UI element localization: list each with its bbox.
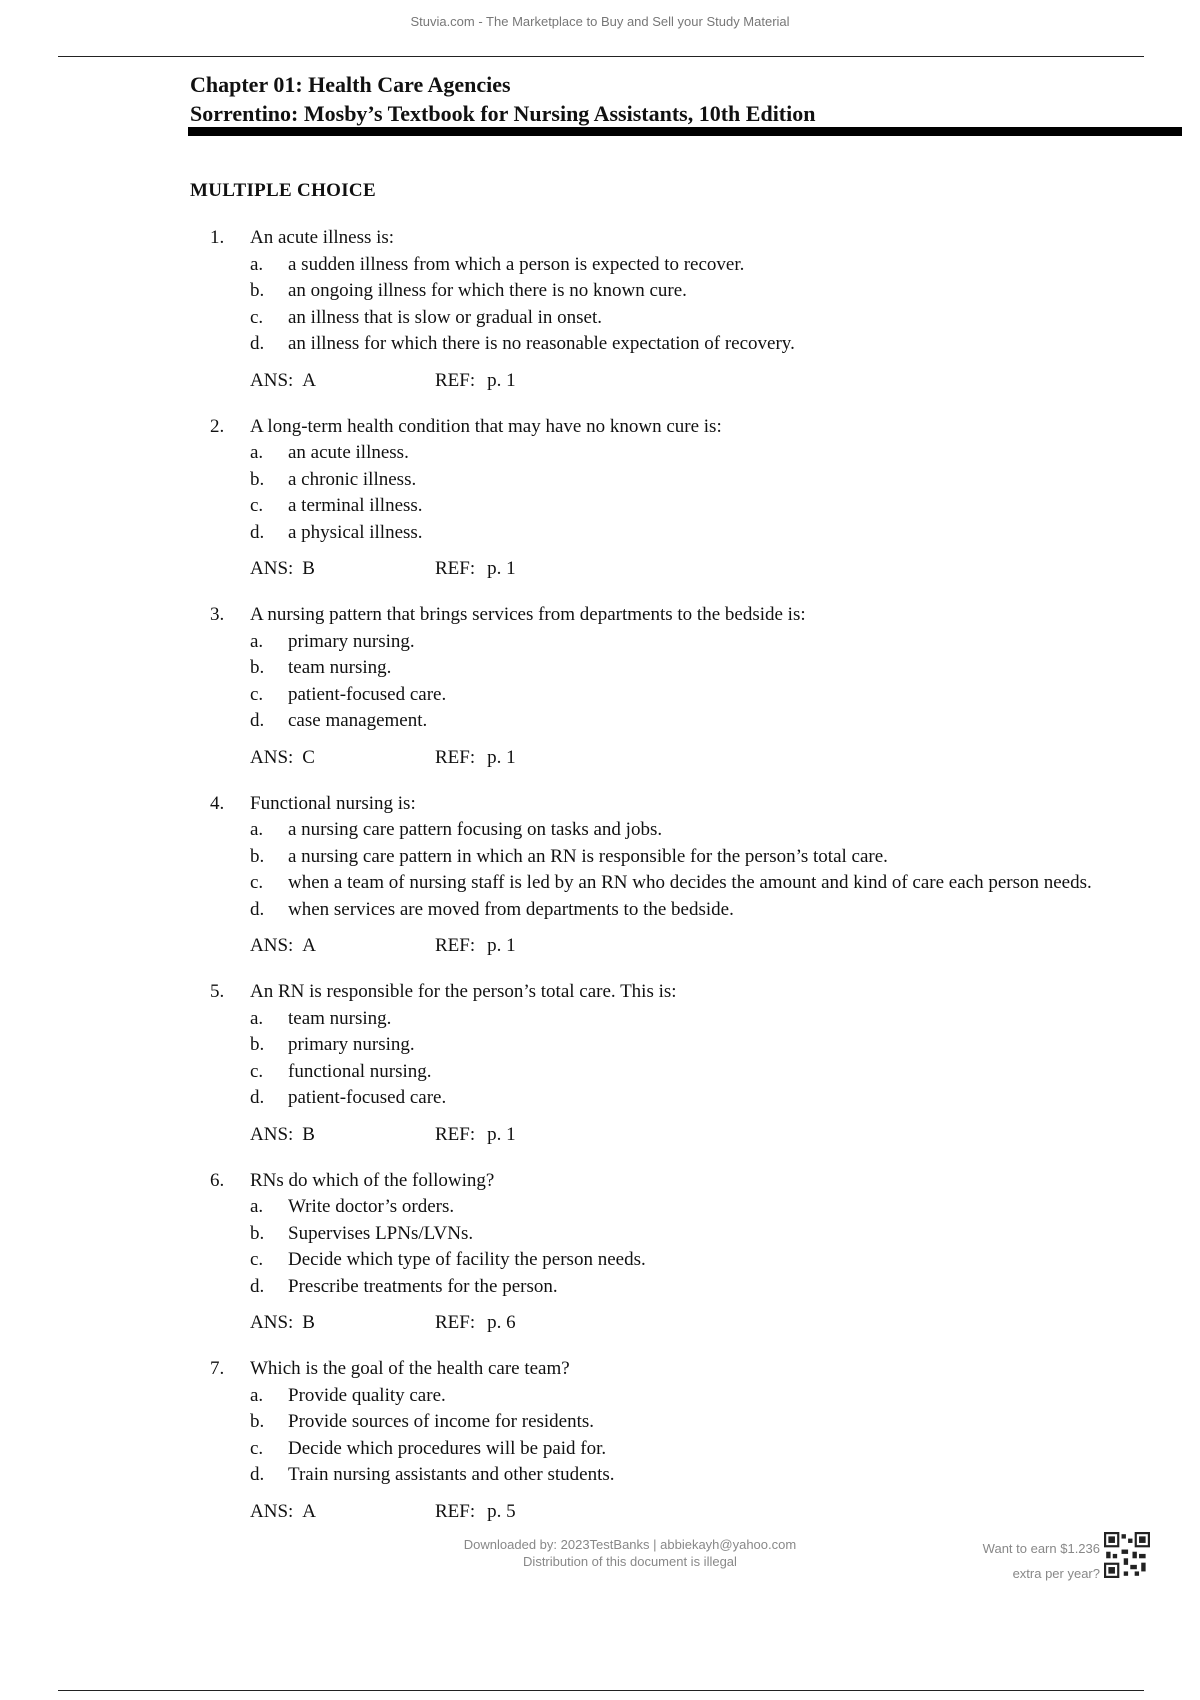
option-text: team nursing. [288,1007,392,1029]
option-text: case management. [288,710,428,731]
question-item [210,791,1110,960]
option-letter: d. [250,1275,265,1297]
option-text: Provide sources of income for residents. [288,1411,595,1432]
option-text: when a team of nursing staff is led by an RN who decides the amount and kind of care each person needs. [288,872,1092,893]
answer-option [210,1221,1110,1248]
answer-option [210,493,1110,520]
option-letter: d. [250,521,265,543]
option-letter: b. [250,657,265,678]
answer-reference-row [210,368,1110,394]
option-letter: c. [250,872,264,893]
answer-block [250,1499,435,1525]
answer-block [250,368,435,394]
option-text: Prescribe treatments for the person. [288,1275,558,1297]
reference-block [435,368,516,394]
question-number: 5. [210,981,225,1002]
document-title-block [190,70,816,128]
option-text: an illness that is slow or gradual in onset. [288,306,602,328]
ref-label: REF: [435,935,476,956]
option-text: primary nursing. [288,1034,415,1055]
answer-block [250,1310,435,1336]
answer-option [210,844,1110,871]
answer-option [210,870,1110,897]
option-letter: a. [250,819,264,840]
answer-reference-row [210,1122,1110,1148]
question-stem: Which is the goal of the health care team? [250,1358,570,1379]
ans-label: ANS: [250,369,294,391]
chapter-title: Chapter 01: Health Care Agencies [190,72,511,97]
promo-line-2: extra per year? [1012,1566,1100,1581]
answer-reference-row [210,556,1110,582]
question-stem: A nursing pattern that brings services from departments to the bedside is: [250,604,806,625]
answer-block [250,556,435,582]
answer-option [210,1059,1110,1086]
top-divider [58,56,1144,57]
book-title: Sorrentino: Mosby’s Textbook for Nursing Assistants, 10th Edition [190,101,816,126]
answer-option [210,467,1110,494]
option-letter: d. [250,333,265,354]
option-text: an ongoing illness for which there is no known cure. [288,280,687,301]
answer-reference-row [210,745,1110,771]
question-number: 1. [210,227,225,248]
answer-option [210,1032,1110,1059]
answer-option [210,252,1110,279]
option-text: primary nursing. [288,630,415,652]
reference-page: p. 1 [487,935,516,956]
reference-block [435,745,516,771]
question-stem: An acute illness is: [250,227,395,248]
reference-block [435,1310,516,1336]
option-letter: d. [250,1464,265,1485]
reference-page: p. 6 [487,1312,516,1333]
answer-option [210,1383,1110,1410]
answer-block [250,1122,435,1148]
option-text: Train nursing assistants and other students. [288,1464,615,1485]
promo-line-1: Want to earn $1.236 [982,1541,1100,1556]
question-item [210,1356,1110,1525]
question-number: 4. [210,792,225,814]
download-notice [420,1536,840,1570]
reference-block [435,556,516,582]
section-heading: MULTIPLE CHOICE [190,180,376,201]
option-letter: b. [250,468,265,490]
option-text: functional nursing. [288,1060,432,1082]
ref-label: REF: [435,558,476,579]
answer-reference-row [210,1499,1110,1525]
option-letter: d. [250,710,265,731]
reference-page: p. 5 [487,1500,516,1522]
answer-value: B [302,1123,315,1145]
answer-option [210,1085,1110,1112]
answer-option [210,629,1110,656]
reference-page: p. 1 [487,1123,516,1145]
reference-block [435,1122,516,1148]
option-letter: b. [250,1222,265,1244]
question-stem: Functional nursing is: [250,792,416,814]
option-letter: a. [250,253,264,275]
option-text: a physical illness. [288,521,423,543]
answer-value: B [302,1312,315,1333]
answer-option [210,1006,1110,1033]
option-text: team nursing. [288,657,392,678]
reference-page: p. 1 [487,558,516,579]
answer-value: A [302,935,317,956]
ref-label: REF: [435,1312,476,1333]
option-letter: a. [250,1196,264,1217]
question-number: 3. [210,604,225,625]
ref-label: REF: [435,746,476,768]
question-item [210,602,1110,771]
ans-label: ANS: [250,558,294,579]
ref-label: REF: [435,369,476,391]
answer-option [210,655,1110,682]
answer-option [210,305,1110,332]
option-text: a sudden illness from which a person is expected to recover. [288,253,745,275]
question-stem-row [210,225,1110,252]
ref-label: REF: [435,1123,476,1145]
promo-box[interactable] [940,1536,1100,1586]
option-text: Write doctor’s orders. [288,1196,455,1217]
question-number: 6. [210,1169,225,1191]
ans-label: ANS: [250,1123,294,1145]
question-number: 7. [210,1358,225,1379]
answer-value: B [302,558,315,579]
ans-label: ANS: [250,935,294,956]
option-letter: a. [250,1007,264,1029]
answer-option [210,440,1110,467]
option-letter: d. [250,898,265,920]
reference-block [435,933,516,959]
option-letter: c. [250,683,264,705]
answer-value: C [302,746,315,768]
question-stem-row [210,1356,1110,1383]
question-item [210,225,1110,394]
qr-code-icon[interactable] [1104,1532,1150,1578]
answer-option [210,1409,1110,1436]
answer-value: A [302,1500,317,1522]
question-stem-row [210,602,1110,629]
option-text: a chronic illness. [288,468,417,490]
answer-option [210,708,1110,735]
option-letter: c. [250,1437,264,1459]
question-number: 2. [210,415,225,437]
bottom-divider [58,1690,1144,1691]
question-item [210,1168,1110,1337]
option-letter: c. [250,1060,264,1082]
reference-page: p. 1 [487,369,516,391]
option-letter: a. [250,1384,264,1406]
ans-label: ANS: [250,1500,294,1522]
downloaded-by: Downloaded by: 2023TestBanks | abbiekayh@yahoo.com [463,1537,797,1552]
option-text: a terminal illness. [288,495,423,516]
option-text: a nursing care pattern focusing on tasks and jobs. [288,819,663,840]
option-letter: c. [250,495,264,516]
option-text: patient-focused care. [288,1087,447,1108]
answer-block [250,933,435,959]
answer-option [210,331,1110,358]
reference-block [435,1499,516,1525]
option-text: Decide which procedures will be paid for. [288,1437,607,1459]
question-stem: A long-term health condition that may have no known cure is: [250,415,722,437]
answer-option [210,1247,1110,1274]
question-stem-row [210,791,1110,818]
option-text: an illness for which there is no reasonable expectation of recovery. [288,333,795,354]
option-text: Decide which type of facility the person needs. [288,1249,646,1270]
option-text: when services are moved from departments to the bedside. [288,898,734,920]
answer-option [210,897,1110,924]
question-stem-row [210,979,1110,1006]
answer-option [210,682,1110,709]
option-text: Supervises LPNs/LVNs. [288,1222,474,1244]
option-text: Provide quality care. [288,1384,446,1406]
option-letter: a. [250,442,264,463]
answer-option [210,1194,1110,1221]
answer-option [210,520,1110,547]
answer-value: A [302,369,317,391]
answer-option [210,1274,1110,1301]
option-letter: b. [250,1034,265,1055]
title-underline-bar [188,127,1182,136]
option-letter: b. [250,845,265,867]
option-letter: c. [250,306,264,328]
ans-label: ANS: [250,746,294,768]
ans-label: ANS: [250,1312,294,1333]
option-text: an acute illness. [288,442,409,463]
answer-option [210,817,1110,844]
site-banner: Stuvia.com - The Marketplace to Buy and Sell your Study Material [410,14,790,29]
option-letter: c. [250,1249,264,1270]
question-list [210,225,1110,1545]
answer-option [210,278,1110,305]
question-stem-row [210,414,1110,441]
answer-option [210,1436,1110,1463]
answer-reference-row [210,1310,1110,1336]
answer-block [250,745,435,771]
distribution-notice: Distribution of this document is illegal [523,1554,737,1569]
option-letter: d. [250,1087,265,1108]
option-text: patient-focused care. [288,683,447,705]
ref-label: REF: [435,1500,476,1522]
answer-reference-row [210,933,1110,959]
option-text: a nursing care pattern in which an RN is responsible for the person’s total care. [288,845,888,867]
question-item [210,979,1110,1148]
answer-option [210,1462,1110,1489]
question-stem: An RN is responsible for the person’s total care. This is: [250,981,677,1002]
option-letter: b. [250,1411,265,1432]
question-stem: RNs do which of the following? [250,1169,495,1191]
option-letter: a. [250,630,264,652]
reference-page: p. 1 [487,746,516,768]
option-letter: b. [250,280,265,301]
question-item [210,414,1110,583]
question-stem-row [210,1168,1110,1195]
